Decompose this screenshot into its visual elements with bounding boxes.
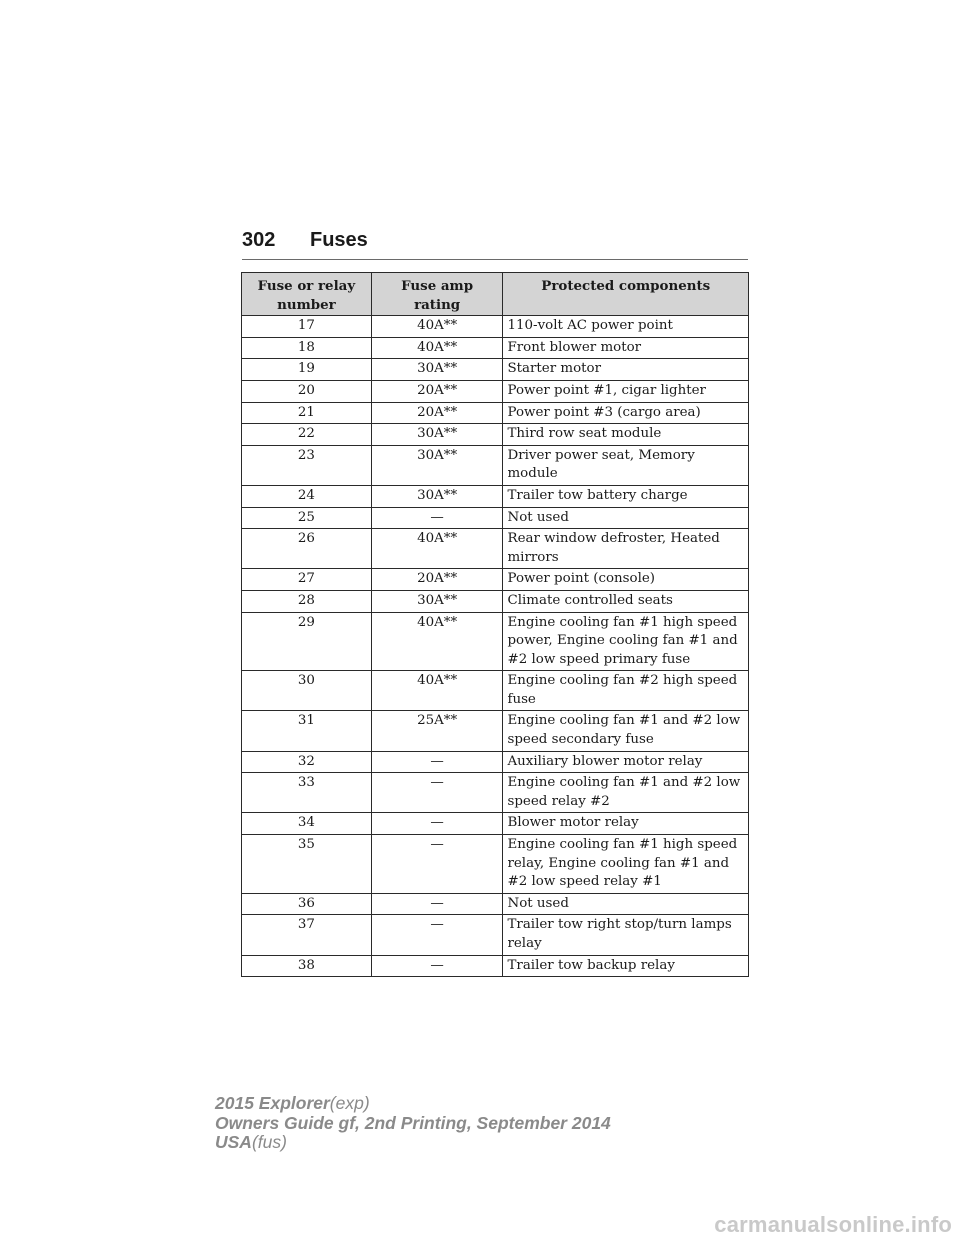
table-row <box>242 893 749 915</box>
table-row <box>242 445 749 485</box>
table-row <box>242 380 749 402</box>
footer-line-model <box>215 1094 611 1114</box>
amp-rating-cell: — <box>371 955 503 977</box>
amp-rating-cell: 40A** <box>371 337 503 359</box>
protected-components-cell: Engine cooling fan #1 high speed power, Engine cooling fan #1 and #2 low speed primary fuse <box>503 612 749 671</box>
fuse-number-cell: 26 <box>242 529 372 569</box>
amp-rating-cell: 20A** <box>371 569 503 591</box>
protected-components-cell: Trailer tow backup relay <box>503 955 749 977</box>
table-row <box>242 569 749 591</box>
table-row <box>242 337 749 359</box>
table-row <box>242 485 749 507</box>
protected-components-cell: Engine cooling fan #1 and #2 low speed secondary fuse <box>503 711 749 751</box>
amp-rating-cell: 30A** <box>371 445 503 485</box>
fuse-number-cell: 31 <box>242 711 372 751</box>
table-row <box>242 711 749 751</box>
table-row <box>242 359 749 381</box>
amp-rating-cell: — <box>371 813 503 835</box>
protected-components-cell: Not used <box>503 507 749 529</box>
protected-components-cell: Rear window defroster, Heated mirrors <box>503 529 749 569</box>
fuse-number-cell: 33 <box>242 773 372 813</box>
table-row <box>242 813 749 835</box>
table-row <box>242 316 749 338</box>
amp-rating-cell: — <box>371 751 503 773</box>
amp-rating-cell: 30A** <box>371 485 503 507</box>
fuse-number-cell: 21 <box>242 402 372 424</box>
protected-components-cell: Not used <box>503 893 749 915</box>
table-row <box>242 590 749 612</box>
protected-components-cell: Engine cooling fan #2 high speed fuse <box>503 671 749 711</box>
table-row <box>242 835 749 894</box>
column-header-protected-components: Protected components <box>503 273 749 316</box>
amp-rating-cell: 40A** <box>371 529 503 569</box>
table-row <box>242 529 749 569</box>
footer-model-code: (exp) <box>329 1093 370 1113</box>
fuse-number-cell: 35 <box>242 835 372 894</box>
fuse-number-cell: 17 <box>242 316 372 338</box>
column-header-amp-rating: Fuse amp rating <box>371 273 503 316</box>
table-row <box>242 507 749 529</box>
protected-components-cell: Starter motor <box>503 359 749 381</box>
table-row <box>242 773 749 813</box>
footer-line-printing: Owners Guide gf, 2nd Printing, September 2014 <box>215 1112 611 1133</box>
fuse-number-cell: 19 <box>242 359 372 381</box>
amp-rating-cell: 30A** <box>371 424 503 446</box>
fuse-number-cell: 36 <box>242 893 372 915</box>
header-row <box>242 273 749 316</box>
table-row <box>242 955 749 977</box>
protected-components-cell: Power point #3 (cargo area) <box>503 402 749 424</box>
protected-components-cell: Driver power seat, Memory module <box>503 445 749 485</box>
fuse-number-cell: 28 <box>242 590 372 612</box>
amp-rating-cell: 30A** <box>371 359 503 381</box>
fuse-number-cell: 37 <box>242 915 372 955</box>
fuse-number-cell: 22 <box>242 424 372 446</box>
section-title: Fuses <box>310 229 368 251</box>
fuse-number-cell: 34 <box>242 813 372 835</box>
protected-components-cell: Engine cooling fan #1 and #2 low speed relay #2 <box>503 773 749 813</box>
column-header-fuse-number: Fuse or relay number <box>242 273 372 316</box>
fuse-table <box>241 272 749 977</box>
protected-components-cell: Power point #1, cigar lighter <box>503 380 749 402</box>
footer-line-region <box>215 1133 611 1153</box>
fuse-number-cell: 20 <box>242 380 372 402</box>
footer-region: USA <box>215 1132 252 1152</box>
amp-rating-cell: 30A** <box>371 590 503 612</box>
protected-components-cell: Trailer tow right stop/turn lamps relay <box>503 915 749 955</box>
protected-components-cell: Auxiliary blower motor relay <box>503 751 749 773</box>
amp-rating-cell: 40A** <box>371 612 503 671</box>
table-row <box>242 612 749 671</box>
protected-components-cell: Blower motor relay <box>503 813 749 835</box>
watermark-text[interactable]: carmanualsonline.info <box>714 1212 952 1237</box>
protected-components-cell: Third row seat module <box>503 424 749 446</box>
amp-rating-cell: — <box>371 893 503 915</box>
footer-model-name: 2015 Explorer <box>215 1093 330 1113</box>
fuse-number-cell: 38 <box>242 955 372 977</box>
amp-rating-cell: — <box>371 507 503 529</box>
table-row <box>242 424 749 446</box>
table-row <box>242 671 749 711</box>
amp-rating-cell: — <box>371 915 503 955</box>
amp-rating-cell: — <box>371 835 503 894</box>
fuse-number-cell: 24 <box>242 485 372 507</box>
fuse-table-header <box>242 273 749 316</box>
amp-rating-cell: 20A** <box>371 380 503 402</box>
fuse-number-cell: 30 <box>242 671 372 711</box>
protected-components-cell: 110-volt AC power point <box>503 316 749 338</box>
fuse-table-body <box>242 316 749 977</box>
table-row <box>242 402 749 424</box>
protected-components-cell: Trailer tow battery charge <box>503 485 749 507</box>
fuse-number-cell: 23 <box>242 445 372 485</box>
protected-components-cell: Engine cooling fan #1 high speed relay, Engine cooling fan #1 and #2 low speed relay #1 <box>503 835 749 894</box>
fuse-number-cell: 32 <box>242 751 372 773</box>
amp-rating-cell: 40A** <box>371 316 503 338</box>
page-header <box>242 229 748 260</box>
document-footer <box>215 1094 611 1153</box>
amp-rating-cell: 40A** <box>371 671 503 711</box>
protected-components-cell: Climate controlled seats <box>503 590 749 612</box>
fuse-number-cell: 29 <box>242 612 372 671</box>
amp-rating-cell: — <box>371 773 503 813</box>
footer-region-code: (fus) <box>251 1132 287 1152</box>
protected-components-cell: Front blower motor <box>503 337 749 359</box>
fuse-number-cell: 27 <box>242 569 372 591</box>
table-row <box>242 751 749 773</box>
protected-components-cell: Power point (console) <box>503 569 749 591</box>
page-number: 302 <box>242 229 276 251</box>
amp-rating-cell: 20A** <box>371 402 503 424</box>
fuse-number-cell: 18 <box>242 337 372 359</box>
fuse-number-cell: 25 <box>242 507 372 529</box>
amp-rating-cell: 25A** <box>371 711 503 751</box>
table-row <box>242 915 749 955</box>
